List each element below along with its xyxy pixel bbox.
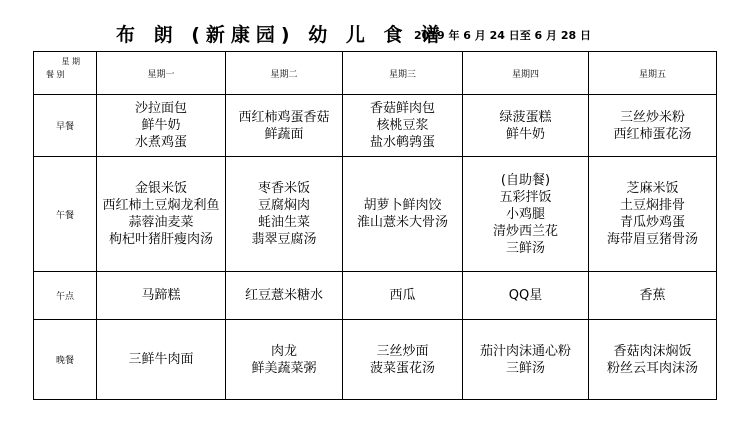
menu-cell bbox=[343, 95, 463, 157]
day-header-tuesday: 星期二 bbox=[226, 52, 343, 95]
dish-item: 淮山薏米大骨汤 bbox=[356, 215, 448, 230]
menu-cell bbox=[226, 95, 343, 157]
day-header-monday: 星期一 bbox=[97, 52, 226, 95]
dish-item: 豆腐焖肉 bbox=[257, 198, 310, 213]
dish-item: 盐水鹌鹑蛋 bbox=[369, 135, 435, 150]
dish-item: 三丝炒米粉 bbox=[619, 109, 685, 125]
dish-item: 马蹄糕 bbox=[141, 288, 181, 303]
header-row bbox=[34, 52, 717, 95]
dish-item: 金银米饭 bbox=[134, 181, 187, 196]
dish-item: QQ星 bbox=[508, 288, 543, 303]
date-range: 2019 年 6 月 24 日至 6 月 28 日 bbox=[414, 29, 592, 42]
dish-item: 香蕉 bbox=[639, 288, 666, 303]
menu-cell bbox=[226, 157, 343, 272]
menu-cell bbox=[343, 320, 463, 400]
dish-item: 鲜牛奶 bbox=[141, 118, 181, 133]
day-header-wednesday: 星期三 bbox=[343, 52, 463, 95]
dish-item: 香菇肉沫焖饭 bbox=[613, 343, 692, 359]
dish-item: 枸杞叶猪肝瘦肉汤 bbox=[108, 232, 213, 247]
dish-item: 西红柿土豆焖龙利鱼 bbox=[102, 198, 220, 213]
menu-cell bbox=[463, 157, 589, 272]
dish-item: 三鲜牛肉面 bbox=[128, 352, 194, 367]
menu-cell bbox=[463, 95, 589, 157]
meal-label: 午点 bbox=[34, 272, 97, 320]
menu-cell bbox=[97, 95, 226, 157]
menu-table bbox=[33, 51, 717, 400]
menu-cell bbox=[226, 320, 343, 400]
dish-item: 鲜牛奶 bbox=[505, 126, 545, 142]
dish-item: 三鲜汤 bbox=[505, 360, 545, 376]
dish-item: 翡翠豆腐汤 bbox=[251, 232, 317, 247]
dish-item: 胡萝卜鲜肉饺 bbox=[363, 198, 442, 213]
dish-item: 香菇鲜肉包 bbox=[369, 101, 435, 116]
corner-cell bbox=[34, 52, 97, 95]
day-header-friday: 星期五 bbox=[589, 52, 717, 95]
menu-cell bbox=[97, 272, 226, 320]
dish-item: 茄汁肉沫通心粉 bbox=[479, 343, 571, 359]
page-title: 布 朗 (新康园) 幼 儿 食 谱 bbox=[116, 24, 447, 46]
dish-item: 小鸡腿 bbox=[505, 206, 545, 222]
dish-item: 海带眉豆猪骨汤 bbox=[606, 232, 698, 247]
dish-item: 青瓜炒鸡蛋 bbox=[619, 215, 685, 230]
dish-item: 枣香米饭 bbox=[257, 181, 310, 196]
meal-row-snack bbox=[34, 272, 717, 320]
dish-item: 清炒西兰花 bbox=[492, 223, 558, 239]
dish-item: 西红柿鸡蛋香菇 bbox=[238, 109, 330, 125]
meal-row-breakfast bbox=[34, 95, 717, 157]
dish-item: 芝麻米饭 bbox=[626, 181, 679, 196]
menu-cell bbox=[463, 272, 589, 320]
corner-day-label: 星 期 bbox=[61, 57, 80, 66]
menu-cell bbox=[343, 157, 463, 272]
dish-item: 土豆焖排骨 bbox=[619, 198, 685, 213]
dish-item: 西瓜 bbox=[389, 288, 416, 303]
menu-cell bbox=[97, 320, 226, 400]
meal-row-lunch bbox=[34, 157, 717, 272]
menu-cell bbox=[589, 272, 717, 320]
corner-meal-label: 餐 别 bbox=[46, 70, 65, 79]
menu-cell bbox=[589, 320, 717, 400]
dish-item: 核桃豆浆 bbox=[376, 118, 429, 133]
dish-item: 沙拉面包 bbox=[134, 101, 187, 116]
meal-row-dinner bbox=[34, 320, 717, 400]
meal-label: 晚餐 bbox=[34, 320, 97, 400]
dish-item: 三鲜汤 bbox=[505, 240, 545, 256]
day-header-thursday: 星期四 bbox=[463, 52, 589, 95]
dish-item: 粉丝云耳肉沫汤 bbox=[606, 360, 698, 376]
menu-cell bbox=[589, 157, 717, 272]
dish-item: 蒜蓉油麦菜 bbox=[128, 215, 194, 230]
menu-cell bbox=[589, 95, 717, 157]
menu-cell bbox=[226, 272, 343, 320]
dish-item: 菠菜蛋花汤 bbox=[369, 360, 435, 376]
dish-item: 蚝油生菜 bbox=[257, 215, 310, 230]
menu-cell bbox=[343, 272, 463, 320]
dish-item: 红豆薏米糖水 bbox=[244, 288, 323, 303]
menu-cell bbox=[463, 320, 589, 400]
dish-item: 西红柿蛋花汤 bbox=[613, 126, 692, 142]
dish-item: 鲜蔬面 bbox=[264, 126, 304, 142]
meal-label: 早餐 bbox=[34, 95, 97, 157]
dish-item: 三丝炒面 bbox=[376, 343, 429, 359]
dish-item: 绿菠蛋糕 bbox=[499, 109, 552, 125]
dish-item: 水煮鸡蛋 bbox=[134, 135, 187, 150]
menu-cell bbox=[97, 157, 226, 272]
dish-item: 肉龙 bbox=[270, 343, 297, 359]
meal-label: 午餐 bbox=[34, 157, 97, 272]
dish-item: (自助餐) bbox=[500, 172, 551, 188]
dish-item: 五彩拌饭 bbox=[499, 189, 552, 205]
dish-item: 鲜美蔬菜粥 bbox=[251, 360, 317, 376]
